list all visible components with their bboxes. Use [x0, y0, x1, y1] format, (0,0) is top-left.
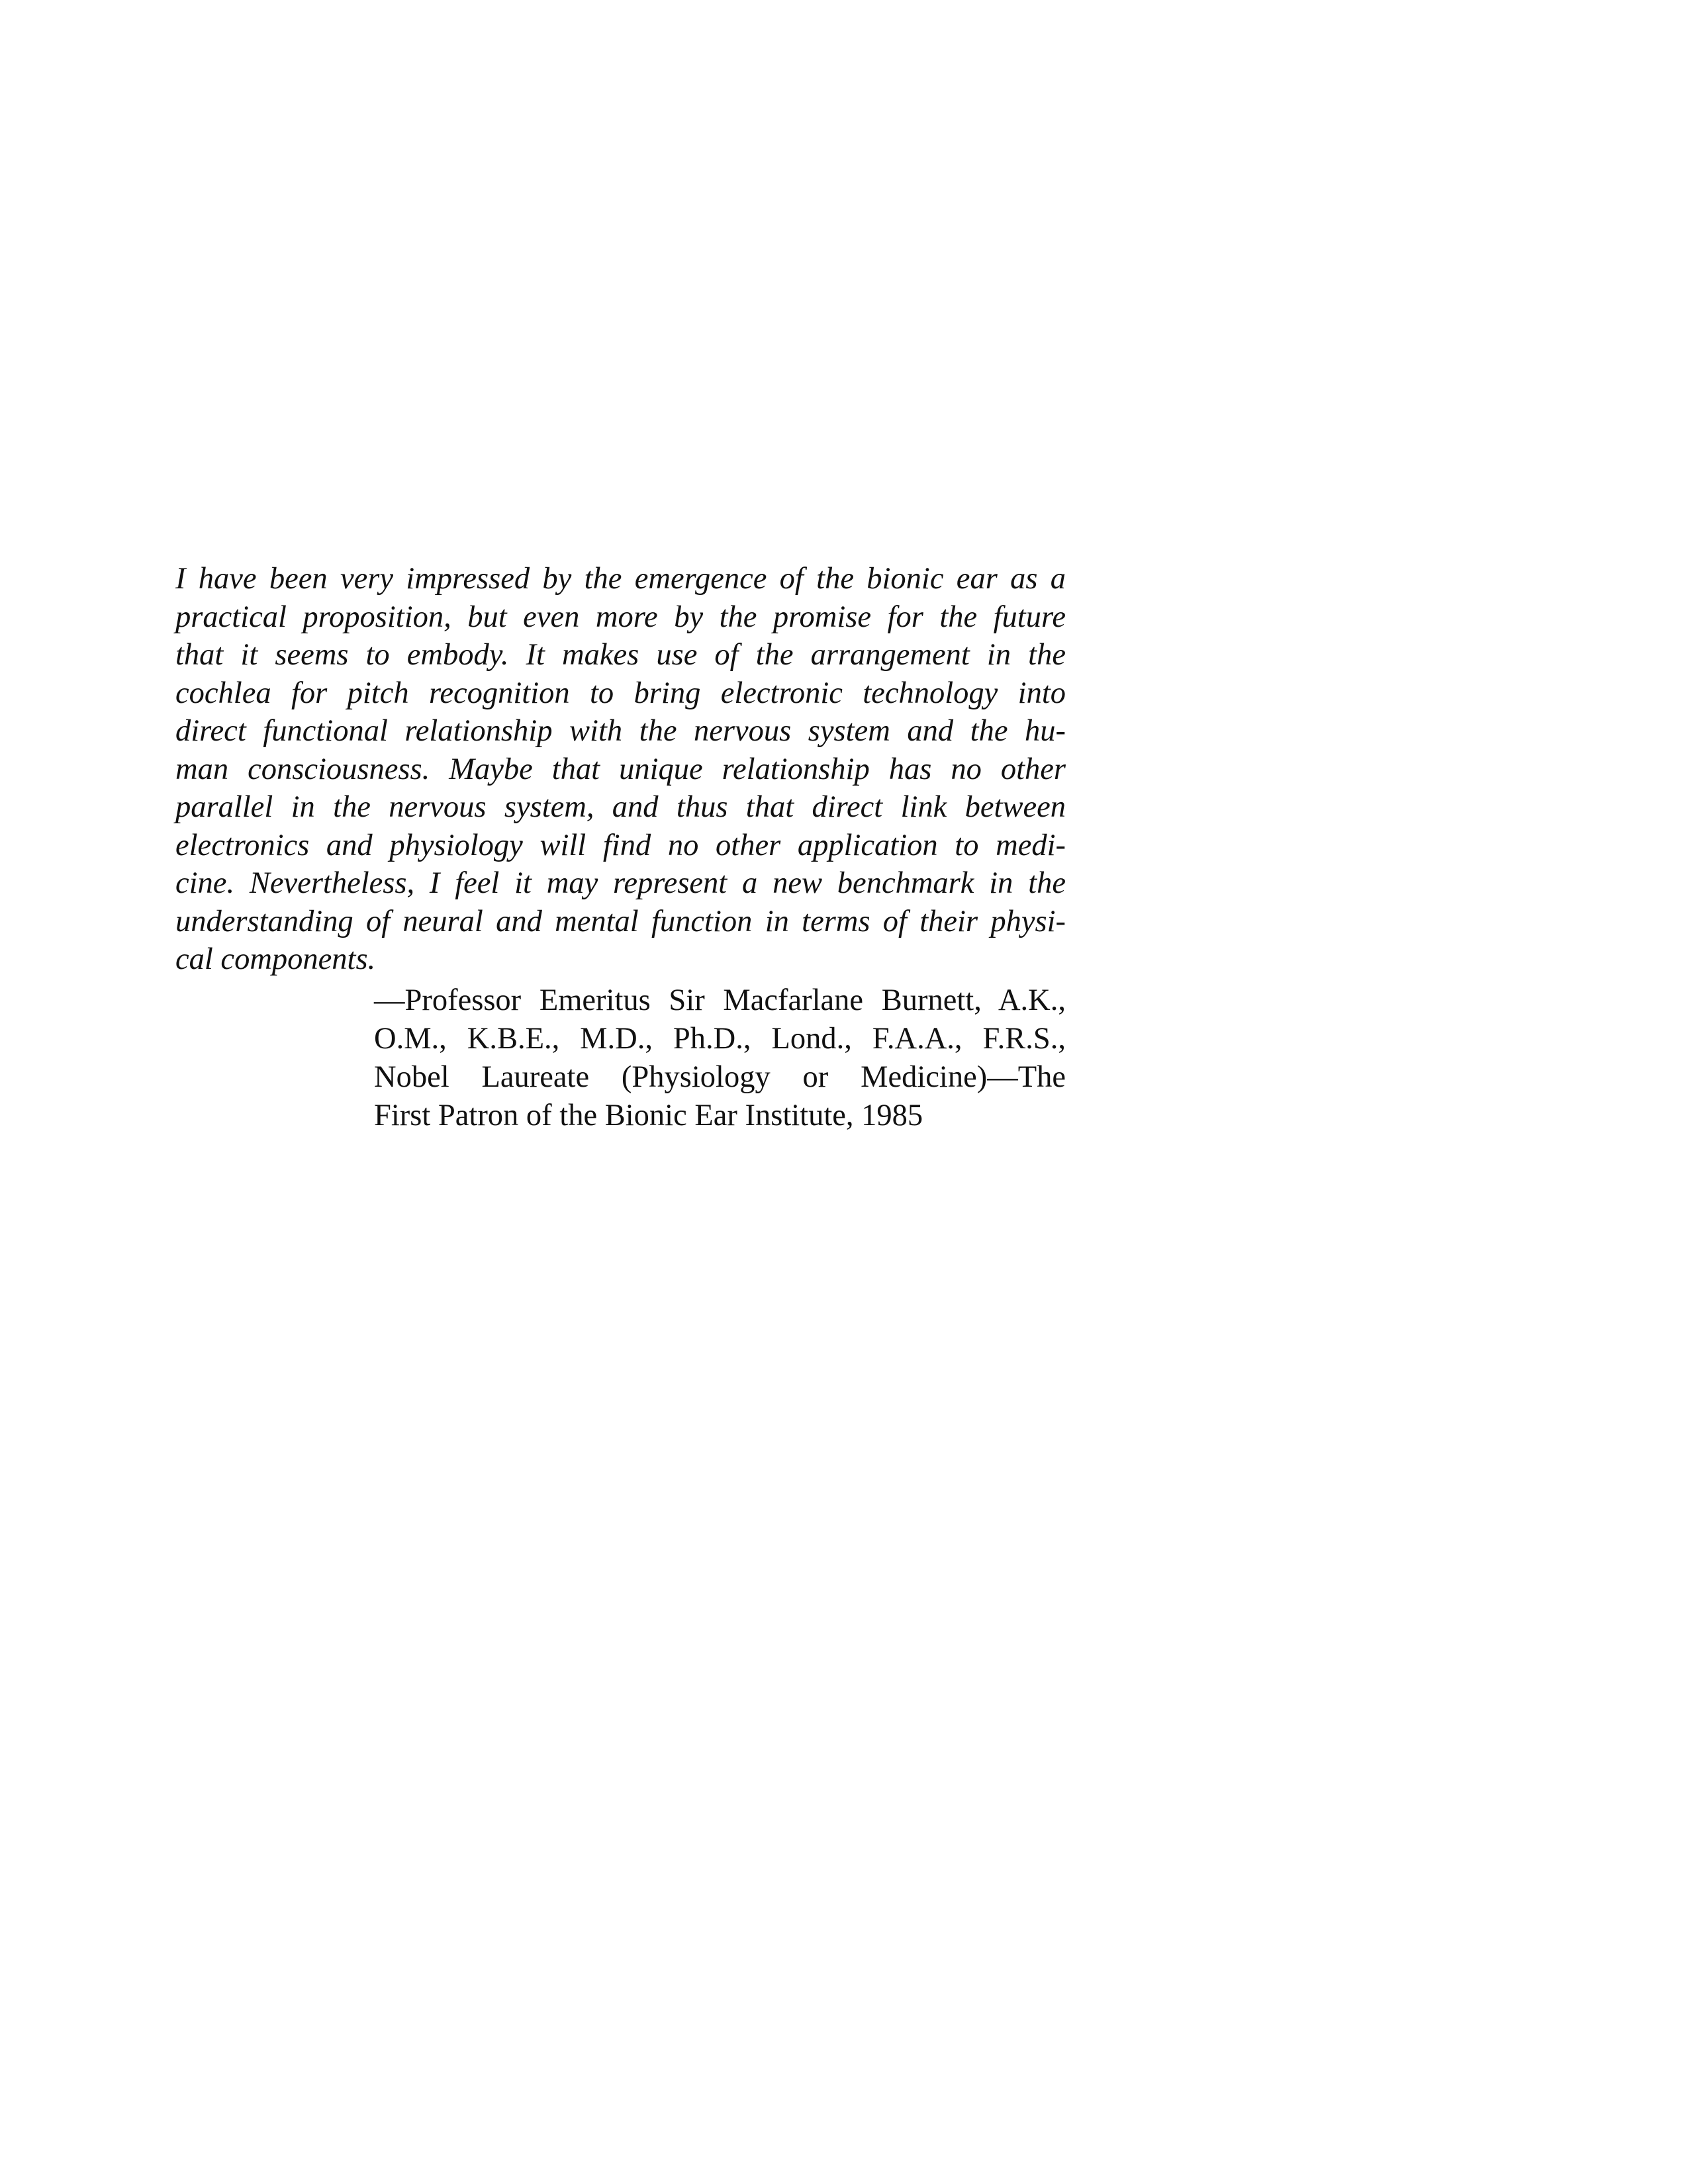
quote-line: parallel in the nervous system, and thus that direct link between: [175, 790, 1066, 824]
quote-line: man consciousness. Maybe that unique relationship has no other: [175, 752, 1066, 786]
quote-line: understanding of neural and mental function in terms of their physi-: [175, 904, 1066, 938]
quote-line: I have been very impressed by the emergence of the bionic ear as a: [175, 562, 1066, 596]
epigraph-attribution: [374, 981, 1066, 1135]
attribution-line: O.M., K.B.E., M.D., Ph.D., Lond., F.A.A., F.R.S.,: [374, 1022, 1066, 1056]
attribution-line: Nobel Laureate (Physiology or Medicine)—The: [374, 1060, 1066, 1094]
attribution-line: First Patron of the Bionic Ear Institute, 1985: [374, 1099, 923, 1132]
attribution-line: —Professor Emeritus Sir Macfarlane Burnett, A.K.,: [374, 983, 1066, 1017]
quote-line: direct functional relationship with the nervous system and the hu-: [175, 714, 1066, 748]
epigraph-quote: [175, 560, 1066, 979]
quote-line: that it seems to embody. It makes use of the arrangement in the: [175, 638, 1066, 672]
quote-line: electronics and physiology will find no other application to medi-: [175, 828, 1066, 862]
quote-line: practical proposition, but even more by the promise for the future: [175, 600, 1066, 634]
quote-line: cochlea for pitch recognition to bring electronic technology into: [175, 676, 1066, 710]
quote-line: cal components.: [175, 942, 376, 976]
quote-line: cine. Nevertheless, I feel it may represent a new benchmark in the: [175, 866, 1066, 900]
